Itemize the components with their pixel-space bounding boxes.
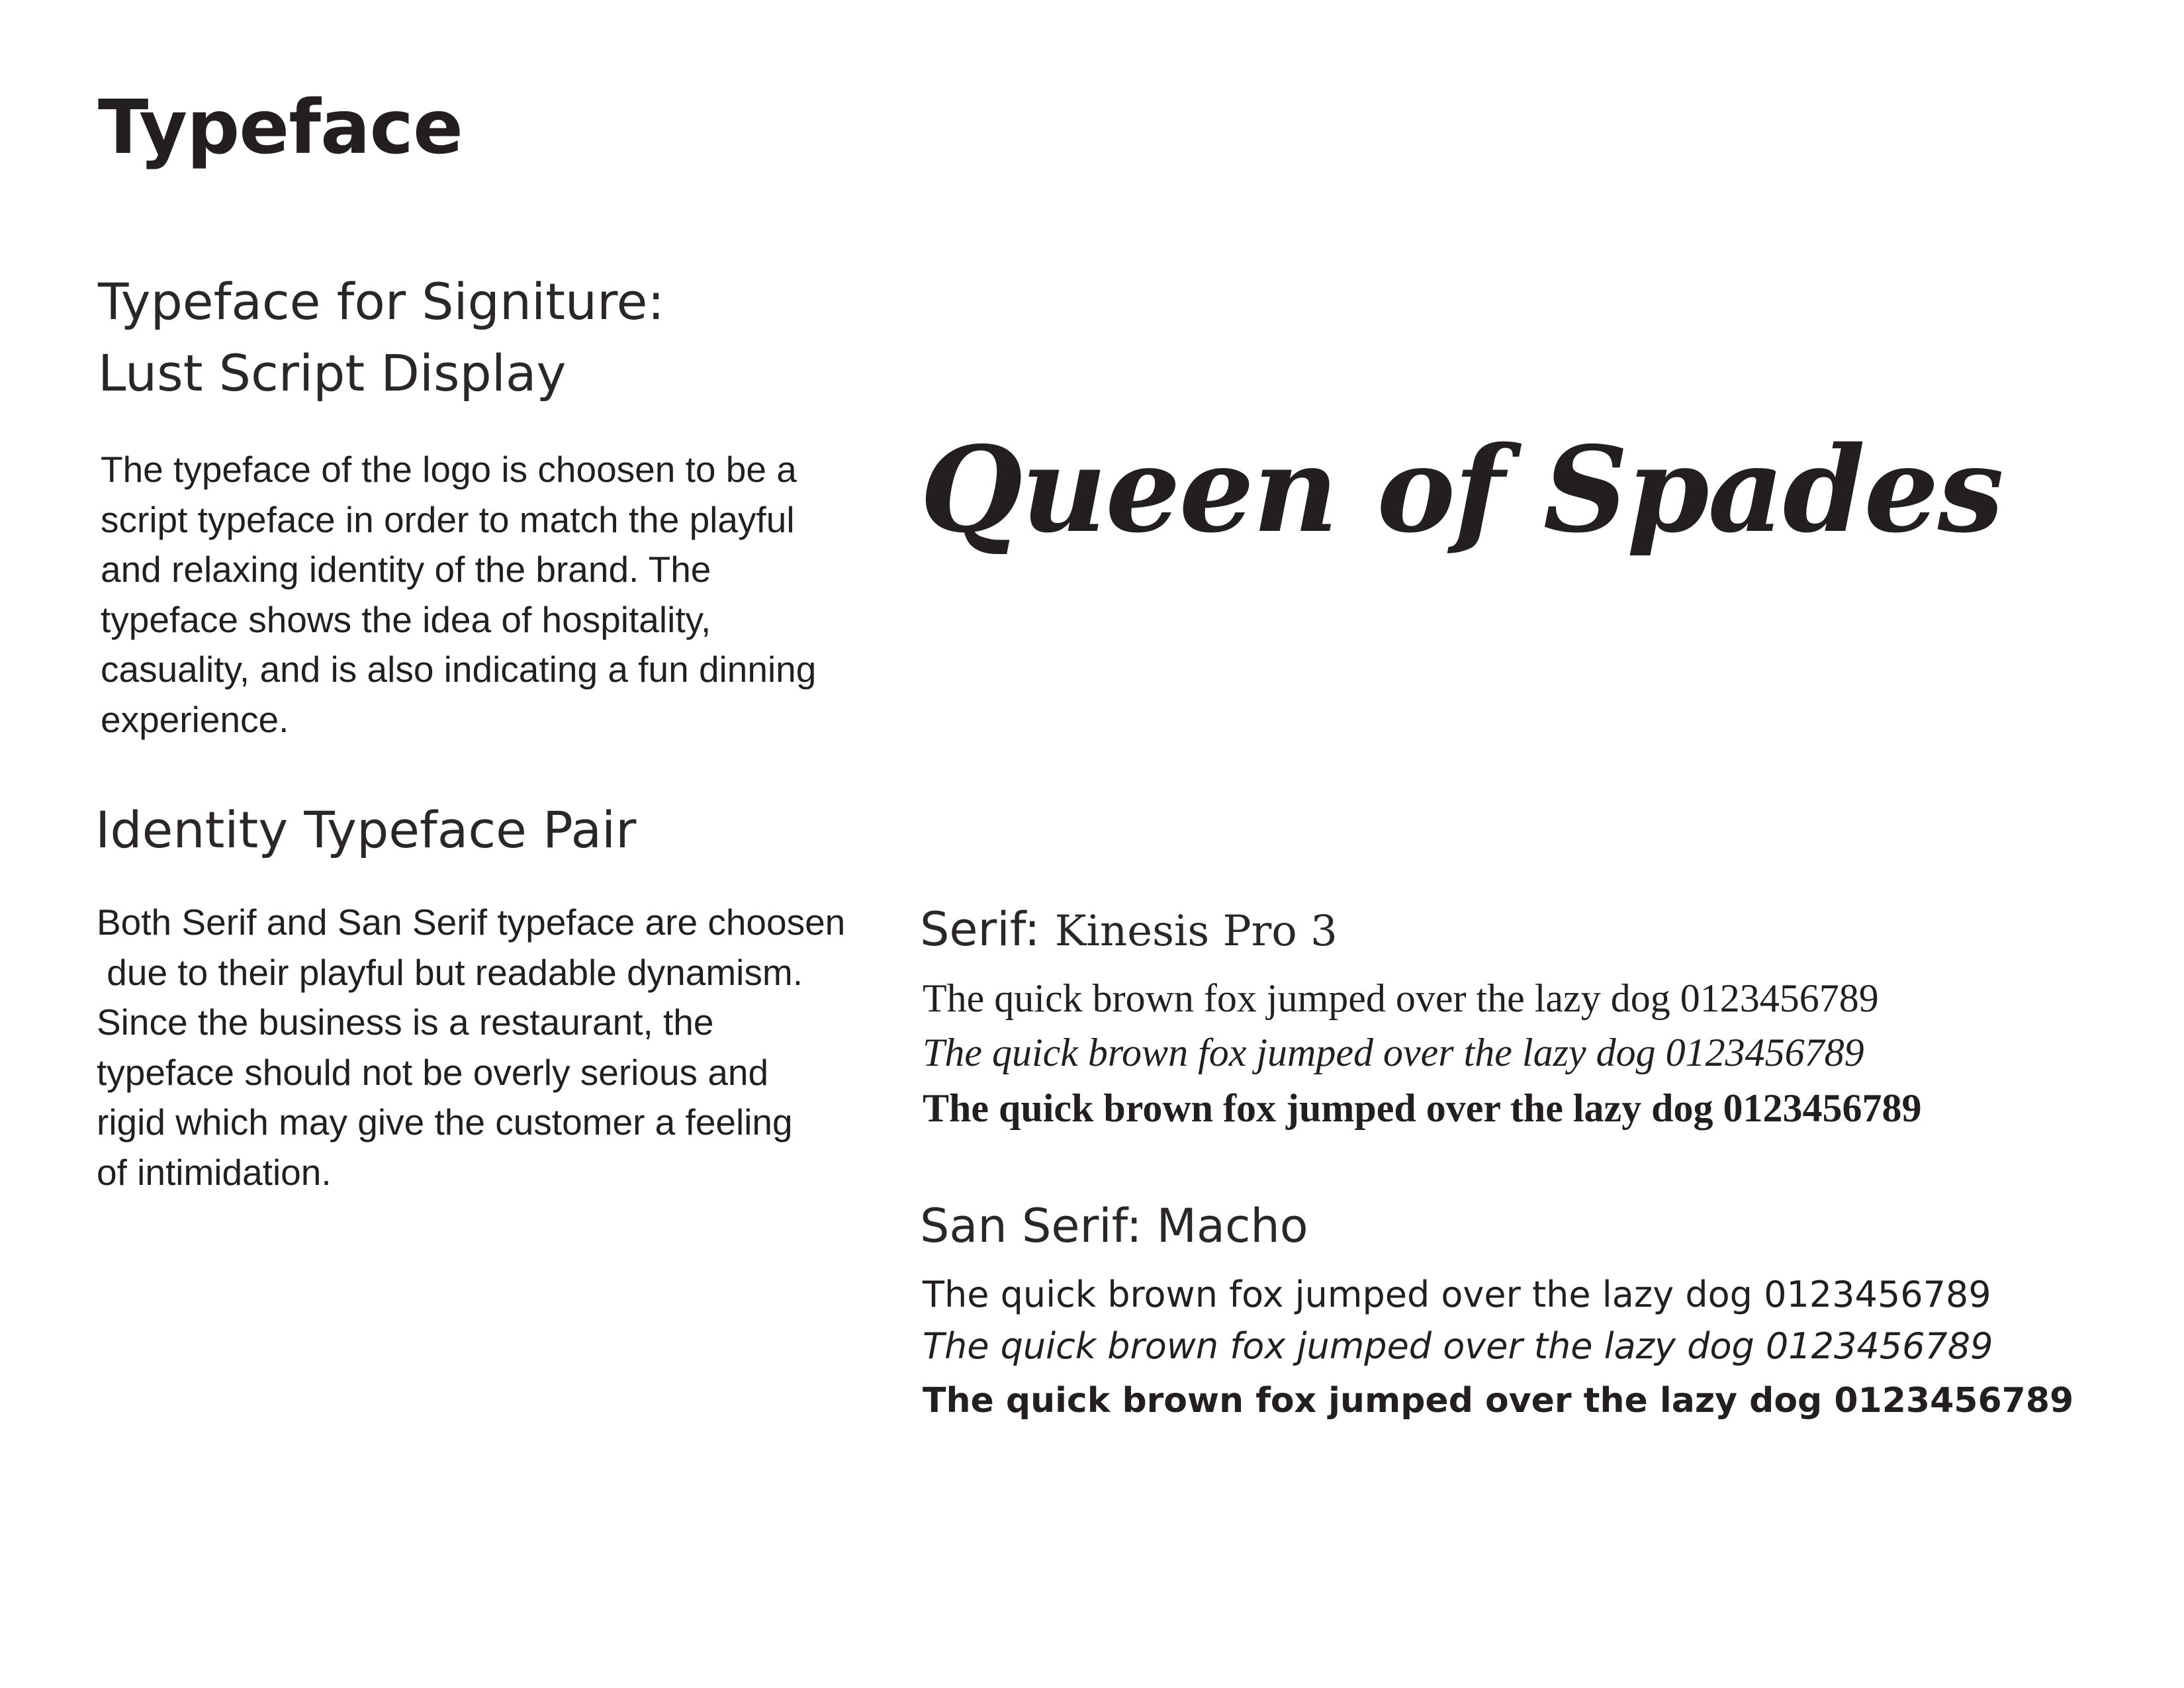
serif-sample-regular: The quick brown fox jumped over the lazy dog 0123456789: [923, 976, 1879, 1020]
identity-description-line: rigid which may give the customer a feeling: [97, 1102, 793, 1143]
signature-heading: [98, 266, 664, 409]
serif-label: [920, 896, 1338, 964]
signature-description-line: and relaxing identity of the brand. The: [101, 549, 711, 590]
identity-description-line: typeface should not be overly serious and: [97, 1051, 769, 1093]
sans-serif-sample-italic: The quick brown fox jumped over the lazy dog 0123456789: [923, 1325, 1993, 1367]
identity-heading: Identity Typeface Pair: [95, 800, 637, 859]
serif-sample-italic: The quick brown fox jumped over the lazy dog 0123456789: [923, 1031, 1864, 1074]
signature-description-line: casuality, and is also indicating a fun dinning: [101, 649, 817, 690]
sans-serif-sample-regular: The quick brown fox jumped over the lazy dog 0123456789: [923, 1274, 1991, 1315]
signature-description-line: script typeface in order to match the playful: [101, 498, 795, 540]
identity-description-line: of intimidation.: [97, 1151, 332, 1193]
serif-sample-bold: The quick brown fox jumped over the lazy dog 0123456789: [923, 1086, 1922, 1130]
signature-heading-line-1: Typeface for Signiture:: [98, 272, 665, 331]
identity-description: [97, 898, 845, 1197]
serif-label-prefix: Serif:: [920, 902, 1040, 957]
identity-description-line: Since the business is a restaurant, the: [97, 1002, 714, 1043]
logo-script-sample: Queen of Spades: [920, 420, 2003, 559]
identity-description-line: Both Serif and San Serif typeface are choosen: [97, 902, 846, 943]
page-title: Typeface: [98, 85, 463, 171]
signature-description-line: typeface shows the idea of hospitality,: [101, 598, 711, 640]
identity-description-line: due to their playful but readable dynamism.: [97, 951, 803, 993]
signature-description-line: The typeface of the logo is choosen to be a: [101, 449, 797, 490]
serif-font-name: Kinesis Pro 3: [1054, 907, 1338, 956]
signature-description: [101, 445, 816, 745]
sans-serif-label: San Serif: Macho: [920, 1199, 1308, 1253]
signature-heading-line-2: Lust Script Display: [98, 344, 567, 402]
sans-serif-sample-bold: The quick brown fox jumped over the lazy dog 0123456789: [923, 1381, 2074, 1421]
signature-description-line: experience.: [101, 698, 289, 740]
